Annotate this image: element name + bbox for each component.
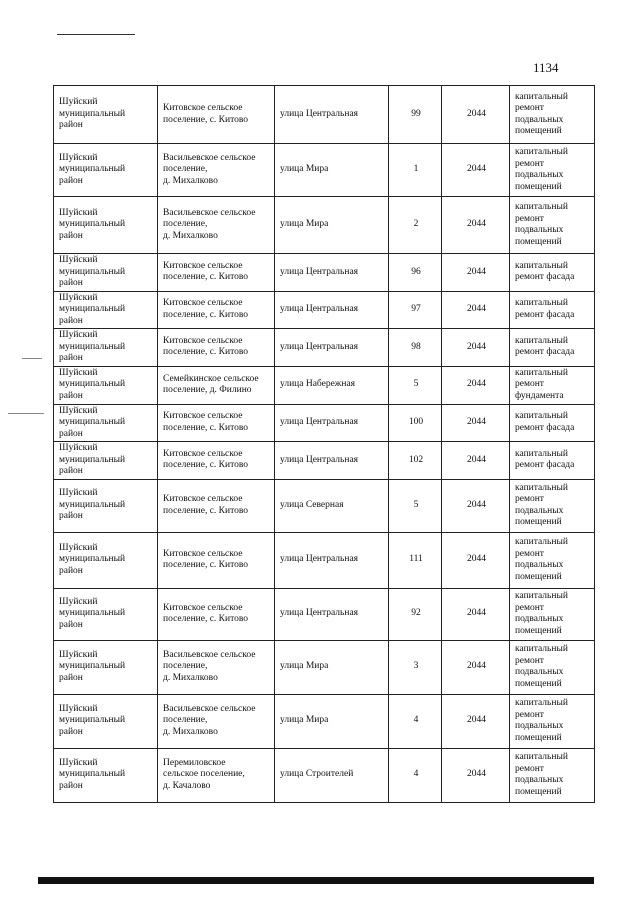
district-cell: Шуйский муниципальный район <box>54 144 158 197</box>
district-cell: Шуйский муниципальный район <box>54 366 158 404</box>
table-row <box>54 588 595 640</box>
settlement-cell: Васильевское сельское поселение, д. Михалково <box>158 144 275 197</box>
street-cell: улица Центральная <box>275 404 389 442</box>
settlement-cell: Васильевское сельское поселение, д. Михалково <box>158 694 275 748</box>
year-cell: 2044 <box>442 748 510 802</box>
street-cell: улица Мира <box>275 144 389 197</box>
house-number-cell: 5 <box>389 479 442 532</box>
table-row <box>54 144 595 197</box>
house-number-cell: 98 <box>389 329 442 367</box>
district-cell: Шуйский муниципальный район <box>54 640 158 694</box>
street-cell: улица Центральная <box>275 588 389 640</box>
settlement-cell: Китовское сельское поселение, с. Китово <box>158 291 275 329</box>
street-cell: улица Центральная <box>275 442 389 480</box>
table-row <box>54 291 595 329</box>
work-type-cell: капитальный ремонт фасада <box>510 329 595 367</box>
table-row <box>54 479 595 532</box>
district-cell: Шуйский муниципальный район <box>54 404 158 442</box>
house-number-cell: 1 <box>389 144 442 197</box>
street-cell: улица Центральная <box>275 532 389 588</box>
work-type-cell: капитальный ремонт подвальных помещений <box>510 532 595 588</box>
year-cell: 2044 <box>442 479 510 532</box>
work-type-cell: капитальный ремонт подвальных помещений <box>510 479 595 532</box>
work-type-cell: капитальный ремонт подвальных помещений <box>510 694 595 748</box>
table-row <box>54 86 595 144</box>
year-cell: 2044 <box>442 366 510 404</box>
year-cell: 2044 <box>442 588 510 640</box>
table-row <box>54 640 595 694</box>
margin-mark <box>8 413 44 414</box>
house-number-cell: 3 <box>389 640 442 694</box>
year-cell: 2044 <box>442 442 510 480</box>
work-type-cell: капитальный ремонт фасада <box>510 404 595 442</box>
house-number-cell: 96 <box>389 254 442 292</box>
work-type-cell: капитальный ремонт фасада <box>510 291 595 329</box>
district-cell: Шуйский муниципальный район <box>54 442 158 480</box>
district-cell: Шуйский муниципальный район <box>54 291 158 329</box>
settlement-cell: Китовское сельское поселение, с. Китово <box>158 532 275 588</box>
table-row <box>54 329 595 367</box>
house-number-cell: 5 <box>389 366 442 404</box>
year-cell: 2044 <box>442 532 510 588</box>
settlement-cell: Китовское сельское поселение, с. Китово <box>158 254 275 292</box>
settlement-cell: Семейкинское сельское поселение, д. Филино <box>158 366 275 404</box>
house-number-cell: 97 <box>389 291 442 329</box>
work-type-cell: капитальный ремонт подвальных помещений <box>510 86 595 144</box>
work-type-cell: капитальный ремонт подвальных помещений <box>510 197 595 254</box>
street-cell: улица Мира <box>275 694 389 748</box>
street-cell: улица Мира <box>275 197 389 254</box>
street-cell: улица Центральная <box>275 86 389 144</box>
house-number-cell: 111 <box>389 532 442 588</box>
house-number-cell: 2 <box>389 197 442 254</box>
table-row <box>54 694 595 748</box>
district-cell: Шуйский муниципальный район <box>54 479 158 532</box>
district-cell: Шуйский муниципальный район <box>54 329 158 367</box>
year-cell: 2044 <box>442 404 510 442</box>
table-row <box>54 254 595 292</box>
district-cell: Шуйский муниципальный район <box>54 694 158 748</box>
settlement-cell: Китовское сельское поселение, с. Китово <box>158 442 275 480</box>
house-number-cell: 92 <box>389 588 442 640</box>
district-cell: Шуйский муниципальный район <box>54 86 158 144</box>
house-number-cell: 100 <box>389 404 442 442</box>
work-type-cell: капитальный ремонт подвальных помещений <box>510 588 595 640</box>
year-cell: 2044 <box>442 640 510 694</box>
table-row <box>54 404 595 442</box>
settlement-cell: Васильевское сельское поселение, д. Михалково <box>158 197 275 254</box>
year-cell: 2044 <box>442 86 510 144</box>
street-cell: улица Мира <box>275 640 389 694</box>
year-cell: 2044 <box>442 254 510 292</box>
street-cell: улица Центральная <box>275 291 389 329</box>
street-cell: улица Набережная <box>275 366 389 404</box>
year-cell: 2044 <box>442 329 510 367</box>
work-type-cell: капитальный ремонт фундамента <box>510 366 595 404</box>
settlement-cell: Китовское сельское поселение, с. Китово <box>158 86 275 144</box>
works-table <box>53 85 595 803</box>
table-body <box>54 86 595 803</box>
work-type-cell: капитальный ремонт фасада <box>510 442 595 480</box>
district-cell: Шуйский муниципальный район <box>54 588 158 640</box>
street-cell: улица Северная <box>275 479 389 532</box>
top-rule <box>57 34 135 35</box>
year-cell: 2044 <box>442 694 510 748</box>
settlement-cell: Перемиловское сельское поселение, д. Качалово <box>158 748 275 802</box>
house-number-cell: 99 <box>389 86 442 144</box>
settlement-cell: Китовское сельское поселение, с. Китово <box>158 329 275 367</box>
settlement-cell: Китовское сельское поселение, с. Китово <box>158 404 275 442</box>
margin-mark <box>22 358 42 359</box>
bottom-bar <box>38 877 594 884</box>
street-cell: улица Центральная <box>275 329 389 367</box>
table-row <box>54 748 595 802</box>
street-cell: улица Центральная <box>275 254 389 292</box>
settlement-cell: Васильевское сельское поселение, д. Михалково <box>158 640 275 694</box>
work-type-cell: капитальный ремонт подвальных помещений <box>510 144 595 197</box>
year-cell: 2044 <box>442 291 510 329</box>
year-cell: 2044 <box>442 197 510 254</box>
year-cell: 2044 <box>442 144 510 197</box>
work-type-cell: капитальный ремонт подвальных помещений <box>510 748 595 802</box>
table-row <box>54 366 595 404</box>
work-type-cell: капитальный ремонт фасада <box>510 254 595 292</box>
work-type-cell: капитальный ремонт подвальных помещений <box>510 640 595 694</box>
house-number-cell: 4 <box>389 748 442 802</box>
district-cell: Шуйский муниципальный район <box>54 197 158 254</box>
street-cell: улица Строителей <box>275 748 389 802</box>
page-number: 1134 <box>533 60 559 75</box>
settlement-cell: Китовское сельское поселение, с. Китово <box>158 588 275 640</box>
district-cell: Шуйский муниципальный район <box>54 532 158 588</box>
table-row <box>54 442 595 480</box>
house-number-cell: 4 <box>389 694 442 748</box>
district-cell: Шуйский муниципальный район <box>54 748 158 802</box>
table-row <box>54 532 595 588</box>
district-cell: Шуйский муниципальный район <box>54 254 158 292</box>
house-number-cell: 102 <box>389 442 442 480</box>
table-row <box>54 197 595 254</box>
settlement-cell: Китовское сельское поселение, с. Китово <box>158 479 275 532</box>
